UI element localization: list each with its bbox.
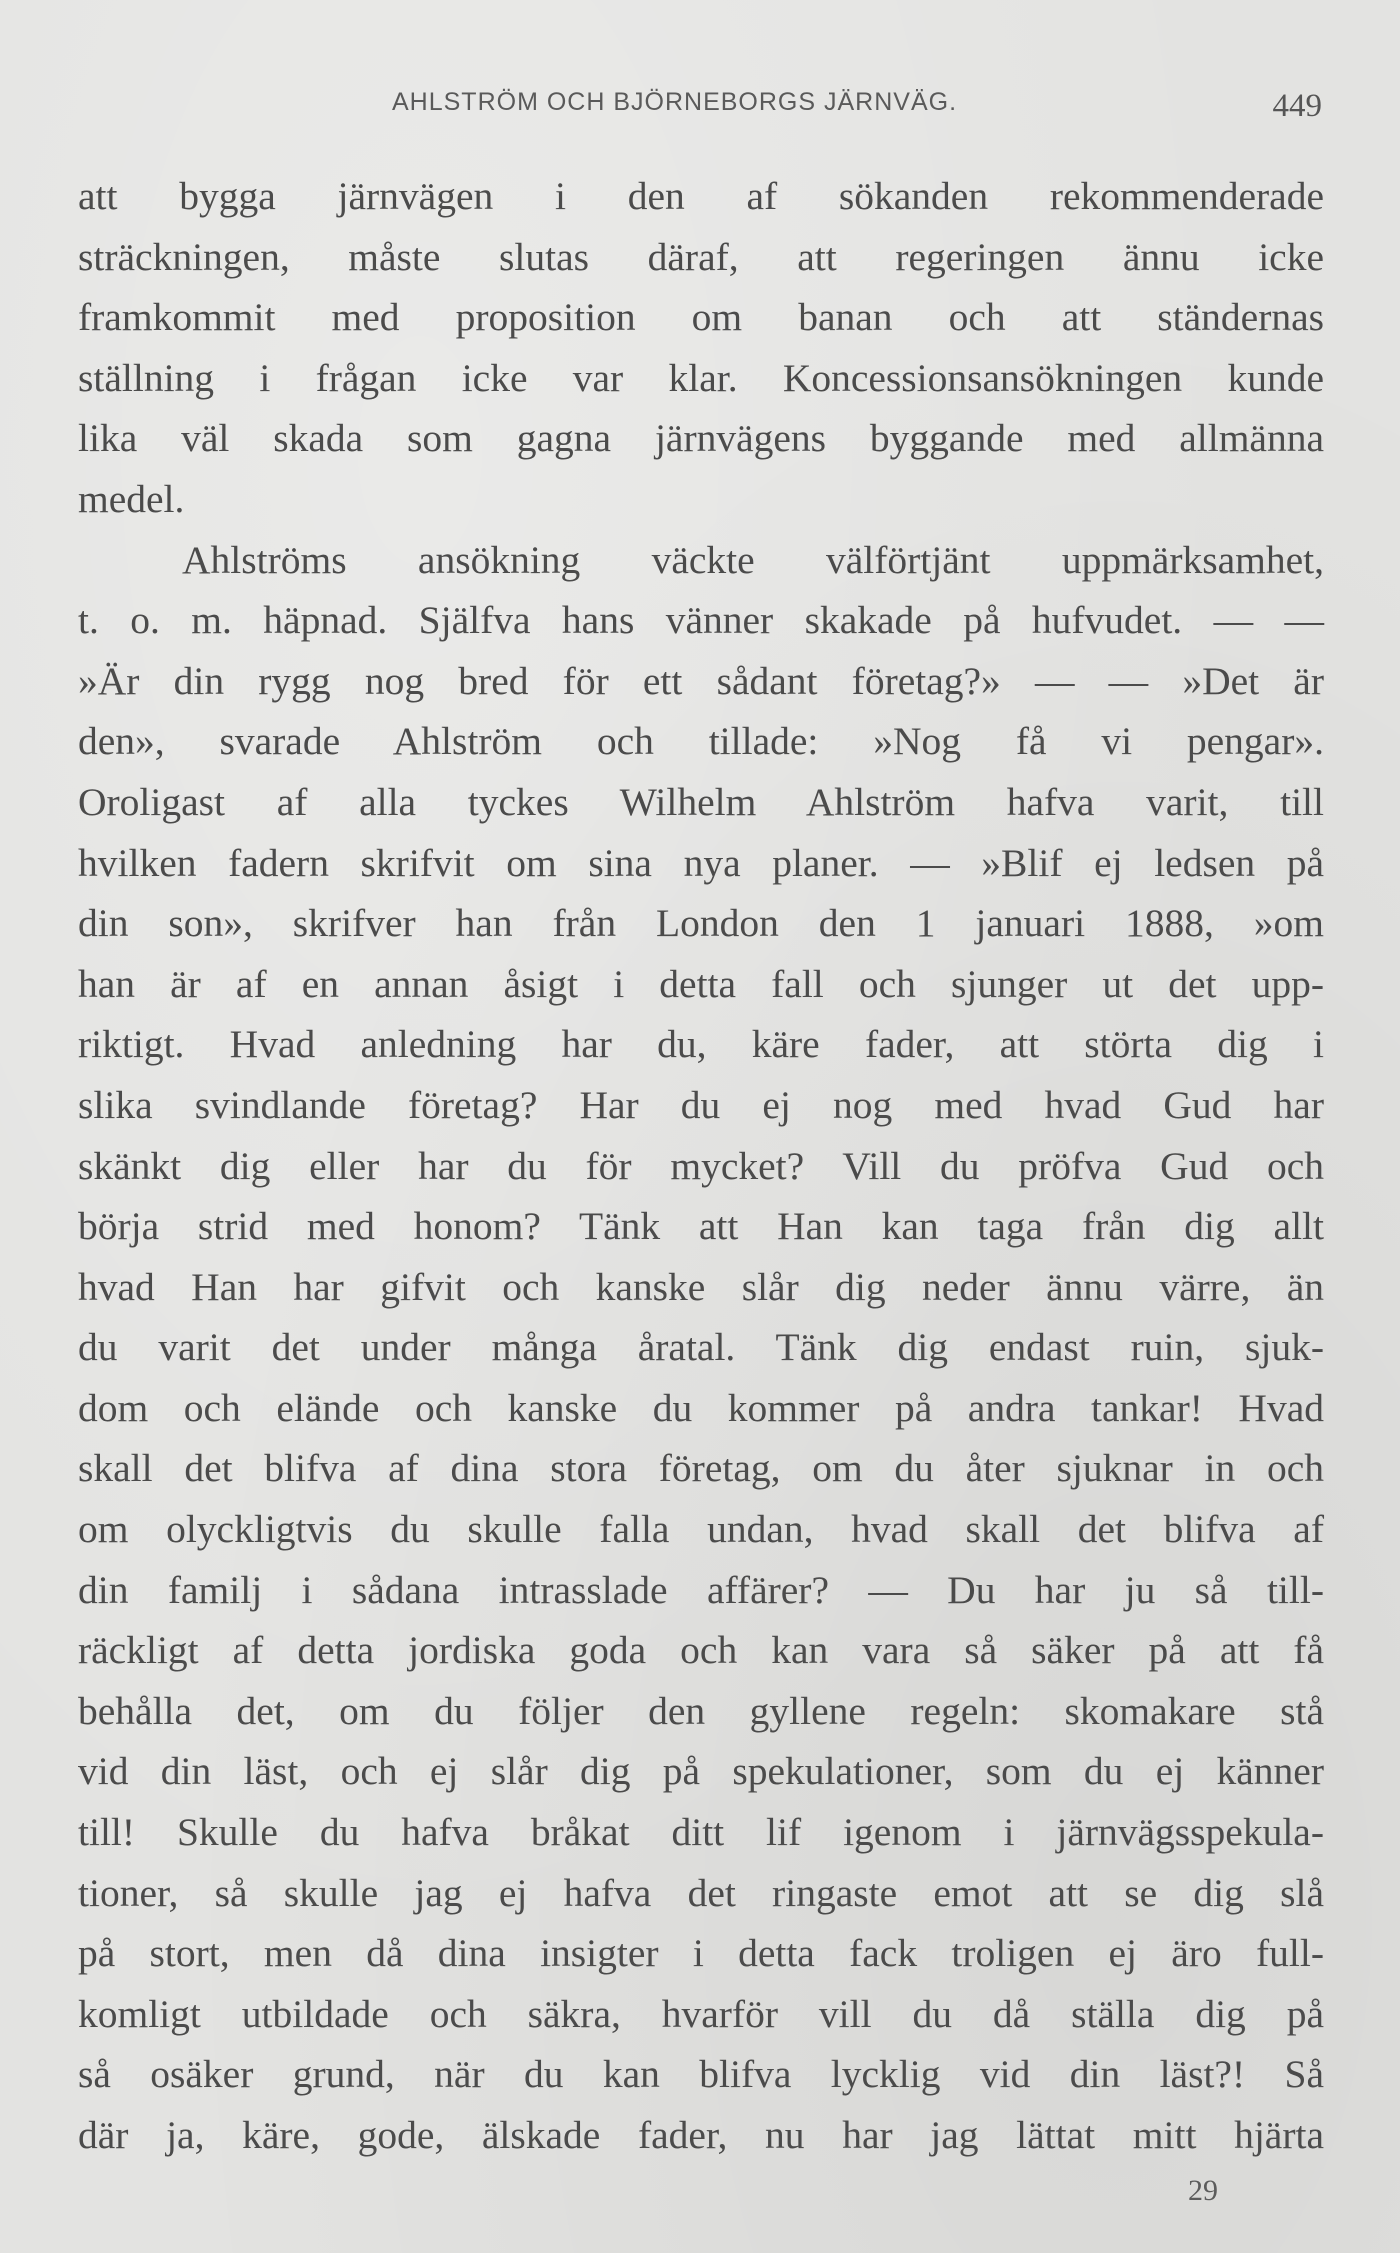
text-line: du varit det under många åratal. Tänk dig endast ruin, sjuk-	[78, 1325, 1324, 1370]
text-line: börja strid med honom? Tänk att Han kan taga från dig allt	[78, 1204, 1324, 1249]
text-line: hvilken fadern skrifvit om sina nya planer. — »Blif ej ledsen på	[78, 840, 1324, 885]
page-number: 449	[1272, 88, 1322, 124]
text-line: Oroligast af alla tyckes Wilhelm Ahlström hafva varit, till	[78, 779, 1324, 824]
text-line: Ahlströms ansökning väckte välförtjänt uppmärksamhet,	[182, 537, 1324, 582]
text-line: »Är din rygg nog bred för ett sådant företag?» — — »Det är	[78, 658, 1324, 703]
text-line: skänkt dig eller har du för mycket? Vill du pröfva Gud och	[78, 1143, 1324, 1188]
text-line: t. o. m. häpnad. Själfva hans vänner skakade på hufvudet. — —	[78, 598, 1324, 643]
text-line: att bygga järnvägen i den af sökanden rekommenderade	[78, 174, 1324, 218]
text-line: på stort, men då dina insigter i detta fack troligen ej äro full-	[78, 1931, 1324, 1976]
text-line: riktigt. Hvad anledning har du, käre fader, att störta dig i	[78, 1022, 1324, 1067]
text-line: komligt utbildade och säkra, hvarför vill du då ställa dig på	[78, 1991, 1324, 2036]
text-line: skall det blifva af dina stora företag, om du åter sjuknar in och	[78, 1446, 1324, 1491]
text-line: din familj i sådana intrasslade affärer? — Du har ju så till-	[78, 1567, 1324, 1612]
text-line: tioner, så skulle jag ej hafva det ringaste emot att se dig slå	[78, 1870, 1324, 1915]
text-line: hvad Han har gifvit och kanske slår dig neder ännu värre, än	[78, 1264, 1324, 1309]
text-line: framkommit med proposition om banan och att ständernas	[78, 295, 1324, 340]
text-line: till! Skulle du hafva bråkat ditt lif igenom i järnvägsspekula-	[78, 1810, 1324, 1855]
text-line: om olyckligtvis du skulle falla undan, hvad skall det blifva af	[78, 1507, 1324, 1552]
text-line: slika svindlande företag? Har du ej nog med hvad Gud har	[78, 1082, 1324, 1127]
text-line: räckligt af detta jordiska goda och kan vara så säker på att få	[78, 1628, 1324, 1673]
text-line: medel.	[78, 476, 185, 521]
text-line: vid din läst, och ej slår dig på spekulationer, som du ej känner	[78, 1749, 1324, 1794]
text-line: så osäker grund, när du kan blifva lycklig vid din läst?! Så	[78, 2052, 1324, 2097]
text-line: sträckningen, måste slutas däraf, att regeringen ännu icke	[78, 234, 1324, 279]
text-line: den», svarade Ahlström och tillade: »Nog få vi pengar».	[78, 719, 1324, 764]
text-line: han är af en annan åsigt i detta fall och sjunger ut det upp-	[78, 961, 1324, 1006]
text-line: där ja, käre, gode, älskade fader, nu har jag lättat mitt hjärta	[78, 2113, 1324, 2157]
text-line: dom och elände och kanske du kommer på andra tankar! Hvad	[78, 1385, 1324, 1430]
text-line: behålla det, om du följer den gyllene regeln: skomakare stå	[78, 1688, 1324, 1733]
text-line: ställning i frågan icke var klar. Koncessionsansökningen kunde	[78, 355, 1324, 400]
body-text	[78, 166, 1324, 2166]
signature-mark: 29	[1188, 2174, 1218, 2207]
running-head: AHLSTRÖM OCH BJÖRNEBORGS JÄRNVÄG.	[392, 88, 958, 116]
text-line: lika väl skada som gagna järnvägens byggande med allmänna	[78, 416, 1324, 461]
text-line: din son», skrifver han från London den 1 januari 1888, »om	[78, 901, 1324, 946]
